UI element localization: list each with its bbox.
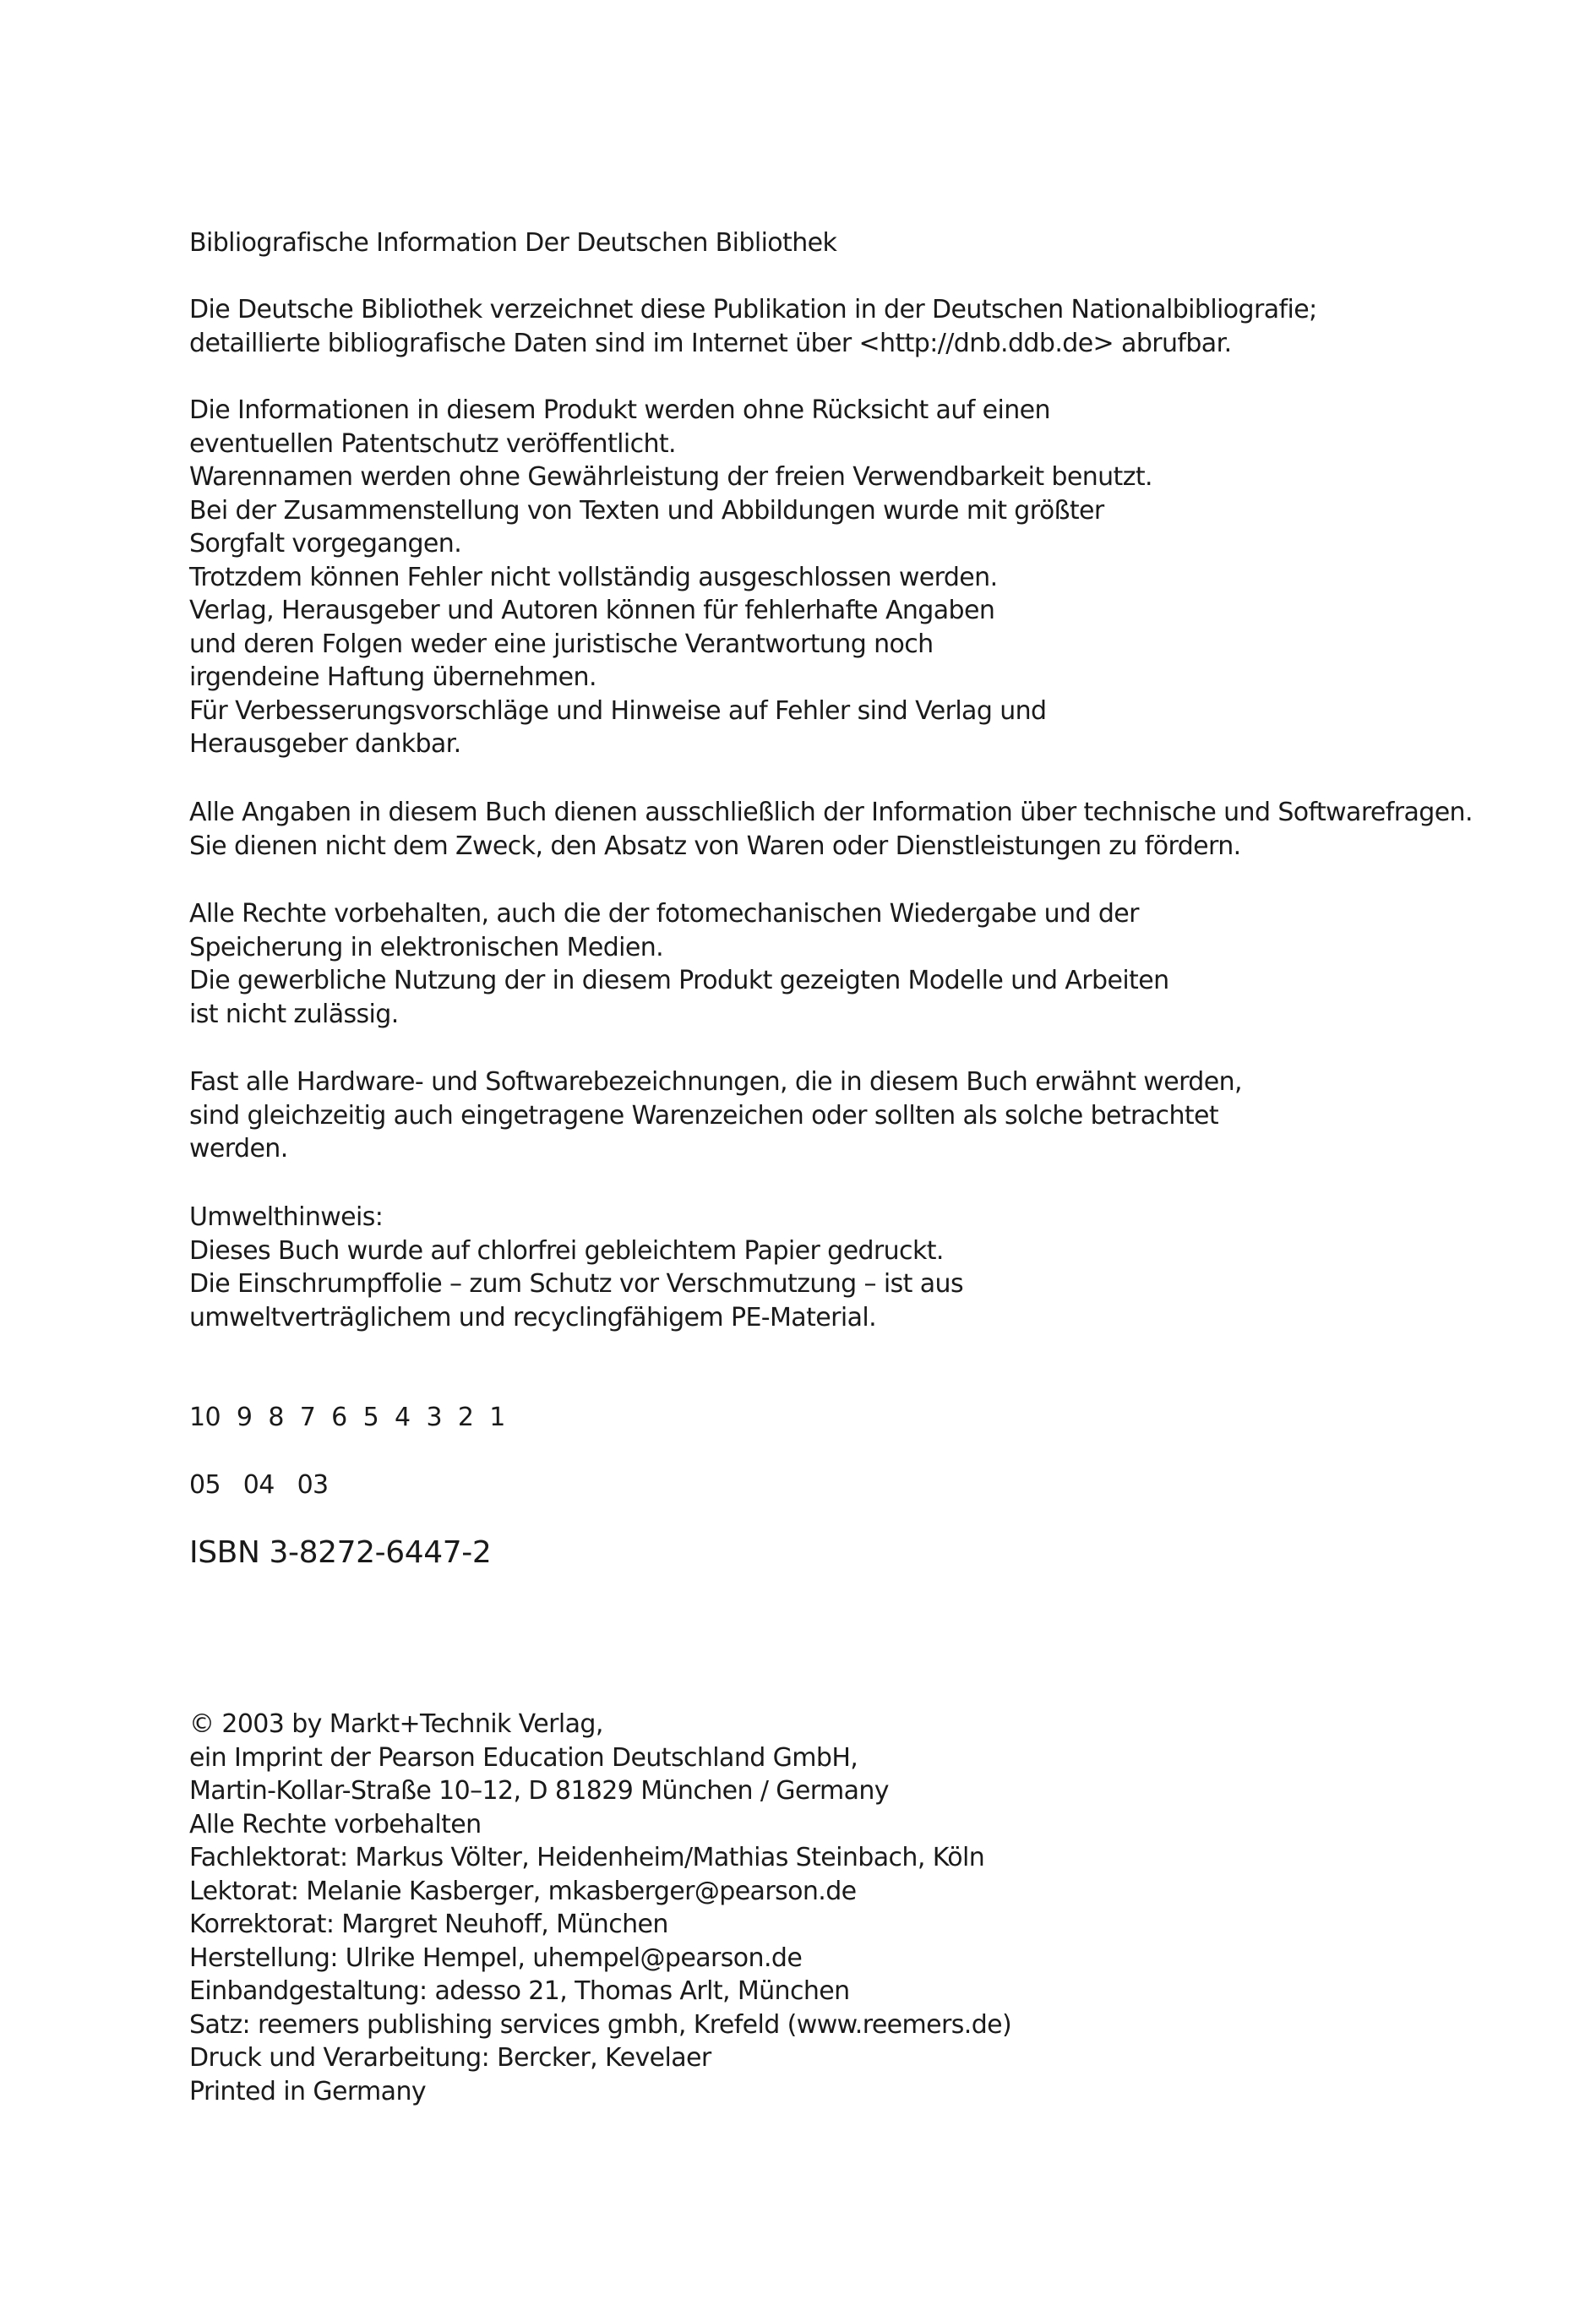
text-line: ein Imprint der Pearson Education Deutschland GmbH, bbox=[189, 1742, 858, 1773]
imprint-section bbox=[189, 1708, 1558, 2108]
text-line: Die Informationen in diesem Produkt werden ohne Rücksicht auf einen bbox=[189, 395, 1050, 425]
text-line: detaillierte bibliografische Daten sind im Internet über <http://dnb.ddb.de> abrufbar. bbox=[189, 328, 1232, 358]
text-line: Korrektorat: Margret Neuhoff, München bbox=[189, 1910, 668, 1939]
text-line: Für Verbesserungsvorschläge und Hinweise auf Fehler sind Verlag und bbox=[189, 695, 1047, 726]
text-line: eventuellen Patentschutz veröffentlicht. bbox=[189, 428, 676, 459]
text-line: ist nicht zulässig. bbox=[189, 999, 399, 1029]
text-line: Herausgeber dankbar. bbox=[189, 729, 461, 759]
text-line: Herstellung: Ulrike Hempel, uhempel@pearson.de bbox=[189, 1943, 803, 1973]
text-line: Trotzdem können Fehler nicht vollständig ausgeschlossen werden. bbox=[189, 562, 998, 592]
isbn bbox=[189, 1534, 1558, 1572]
purpose-section bbox=[189, 796, 1558, 863]
text-line: Druck und Verarbeitung: Bercker, Kevelaer bbox=[189, 2043, 711, 2073]
print-run: 10 9 8 7 6 5 4 3 2 1 bbox=[189, 1403, 505, 1432]
text-line: Lektorat: Melanie Kasberger, mkasberger@pearson.de bbox=[189, 1876, 857, 1906]
trademarks-section bbox=[189, 1065, 1558, 1166]
bibliographic-heading: Bibliografische Information Der Deutschen Bibliothek bbox=[189, 228, 837, 258]
text-line: Alle Rechte vorbehalten bbox=[189, 1809, 482, 1839]
text-line: Die gewerbliche Nutzung der in diesem Produkt gezeigten Modelle und Arbeiten bbox=[189, 966, 1169, 995]
text-line: Satz: reemers publishing services gmbh, Krefeld (www.reemers.de) bbox=[189, 2009, 1012, 2040]
text-line: irgendeine Haftung übernehmen. bbox=[189, 662, 596, 692]
text-line: Martin-Kollar-Straße 10–12, D 81829 München / Germany bbox=[189, 1776, 889, 1806]
text-line: Die Deutsche Bibliothek verzeichnet diese Publikation in der Deutschen Nationalbibliografie; bbox=[189, 295, 1317, 324]
print-run-numbers bbox=[189, 1401, 1558, 1435]
isbn-number: ISBN 3-8272-6447-2 bbox=[189, 1535, 492, 1570]
text-line: werden. bbox=[189, 1134, 288, 1163]
copyright-line: © 2003 by Markt+Technik Verlag, bbox=[189, 1709, 603, 1739]
environment-heading: Umwelthinweis: bbox=[189, 1202, 384, 1232]
text-line: Warennamen werden ohne Gewährleistung der freien Verwendbarkeit benutzt. bbox=[189, 462, 1152, 492]
text-line: und deren Folgen weder eine juristische Verantwortung noch bbox=[189, 629, 934, 659]
text-line: Sorgfalt vorgegangen. bbox=[189, 529, 462, 559]
text-line: Verlag, Herausgeber und Autoren können für fehlerhafte Angaben bbox=[189, 596, 995, 625]
text-line: Bei der Zusammenstellung von Texten und Abbildungen wurde mit größter bbox=[189, 495, 1104, 526]
text-line: Alle Rechte vorbehalten, auch die der fotomechanischen Wiedergabe und der bbox=[189, 899, 1139, 929]
text-line: umweltverträglichem und recyclingfähigem PE-Material. bbox=[189, 1302, 877, 1332]
text-line: Fast alle Hardware- und Softwarebezeichnungen, die in diesem Buch erwähnt werden, bbox=[189, 1067, 1242, 1097]
bibliographic-notice bbox=[189, 293, 1558, 360]
environment-section bbox=[189, 1201, 1558, 1334]
text-line: Die Einschrumpffolie – zum Schutz vor Verschmutzung – ist aus bbox=[189, 1269, 963, 1299]
text-line: Printed in Germany bbox=[189, 2076, 427, 2106]
disclaimer-section bbox=[189, 394, 1558, 761]
text-line: Dieses Buch wurde auf chlorfrei gebleichtem Papier gedruckt. bbox=[189, 1235, 944, 1266]
years: 05 04 03 bbox=[189, 1470, 329, 1500]
text-line: Einbandgestaltung: adesso 21, Thomas Arlt, München bbox=[189, 1976, 850, 2006]
rights-section bbox=[189, 897, 1558, 1031]
print-years bbox=[189, 1469, 1558, 1502]
text-line: sind gleichzeitig auch eingetragene Warenzeichen oder sollten als solche betrachtet bbox=[189, 1100, 1219, 1131]
text-line: Sie dienen nicht dem Zweck, den Absatz von Waren oder Dienstleistungen zu fördern. bbox=[189, 831, 1241, 861]
text-line: Speicherung in elektronischen Medien. bbox=[189, 932, 664, 962]
text-line: Alle Angaben in diesem Buch dienen ausschließlich der Information über technische und Softwarefragen. bbox=[189, 798, 1473, 827]
bibliographic-section bbox=[189, 226, 1558, 260]
text-line: Fachlektorat: Markus Völter, Heidenheim/Mathias Steinbach, Köln bbox=[189, 1843, 985, 1872]
